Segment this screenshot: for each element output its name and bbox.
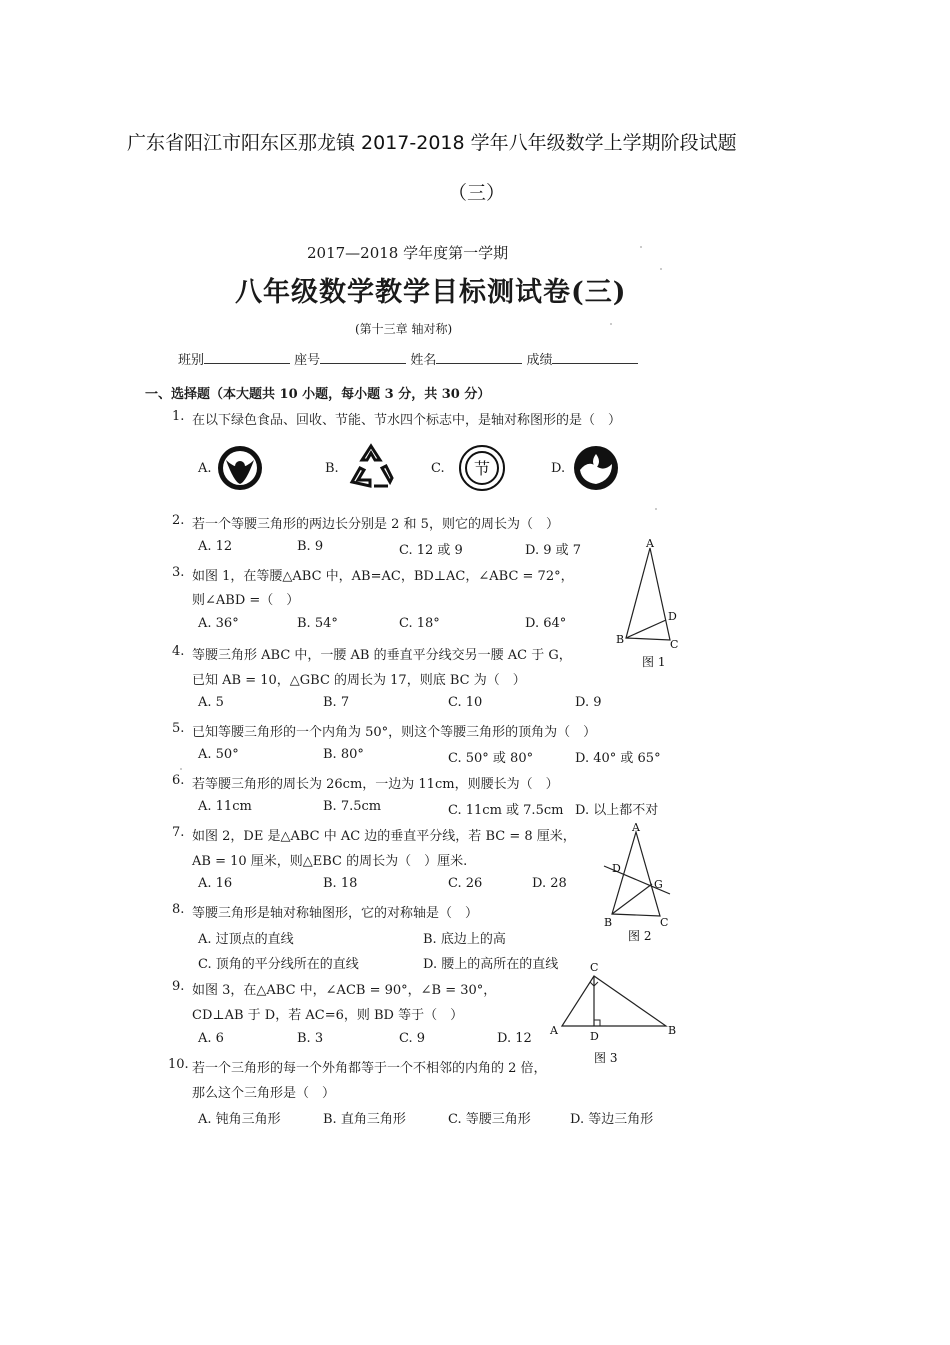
option-label: B. (325, 461, 339, 476)
option: C. 10 (448, 695, 483, 710)
option: A. 过顶点的直线 (198, 932, 294, 947)
option: D. 12 (497, 1031, 532, 1046)
option: D. 以上都不对 (575, 803, 659, 818)
question-text: CD⊥AB 于 D，若 AC=6，则 BD 等于（ ） (192, 1008, 464, 1023)
recycle-logo-icon (346, 442, 396, 492)
fig2-caption: 图 2 (628, 929, 652, 943)
document-title: 广东省阳江市阳东区那龙镇 2017-2018 学年八年级数学上学期阶段试题 (127, 132, 737, 154)
option: A. 12 (198, 539, 233, 554)
question-number: 8. (172, 902, 185, 917)
section-heading: 一、选择题（本大题共 10 小题，每小题 3 分，共 30 分） (145, 387, 491, 402)
option: C. 26 (448, 876, 483, 891)
question-number: 9. (172, 979, 185, 994)
question-text: 若等腰三角形的周长为 26cm，一边为 11cm，则腰长为（ ） (192, 777, 559, 792)
question-text: 如图 1，在等腰△ABC 中，AB=AC，BD⊥AC，∠ABC = 72°， (192, 569, 574, 584)
field-label-score: 成绩 (526, 353, 553, 368)
option: C. 50° 或 80° (448, 751, 534, 766)
question-number: 2. (172, 513, 185, 528)
question-number: 10. (168, 1057, 189, 1072)
option: D. 28 (532, 876, 567, 891)
fig3-caption: 图 3 (594, 1051, 618, 1065)
question-text: 等腰三角形是轴对称轴图形，它的对称轴是（ ） (192, 906, 479, 921)
question-text: 已知 AB = 10，△GBC 的周长为 17，则底 BC 为（ ） (192, 673, 526, 688)
question-number: 4. (172, 644, 185, 659)
field-label-seat: 座号 (294, 353, 321, 368)
fig1-label-a: A (646, 538, 654, 550)
question-text: 在以下绿色食品、回收、节能、节水四个标志中，是轴对称图形的是（ ） (192, 413, 622, 428)
option-label: D. (551, 461, 566, 476)
exam-title: 八年级数学教学目标测试卷(三) (235, 277, 627, 308)
fig3-label-d: D (590, 1030, 599, 1043)
question-text: 已知等腰三角形的一个内角为 50°，则这个等腰三角形的顶角为（ ） (192, 725, 597, 740)
option: B. 直角三角形 (323, 1112, 406, 1127)
option: B. 底边上的高 (423, 932, 506, 947)
figure-2 (600, 822, 676, 944)
option: B. 7.5cm (323, 799, 382, 814)
question-text: 若一个三角形的每一个外角都等于一个不相邻的内角的 2 倍， (192, 1061, 547, 1076)
option: C. 9 (399, 1031, 426, 1046)
option: B. 9 (297, 539, 324, 554)
fig3-label-a: A (550, 1024, 558, 1037)
question-number: 6. (172, 773, 185, 788)
option: B. 80° (323, 747, 364, 762)
fig2-label-g: G (654, 878, 663, 891)
question-number: 7. (172, 825, 185, 840)
fig1-label-b: B (616, 633, 625, 646)
option: A. 16 (198, 876, 233, 891)
question-number: 3. (172, 565, 185, 580)
seat-blank[interactable] (320, 351, 406, 364)
option: B. 7 (323, 695, 350, 710)
option: A. 50° (198, 747, 239, 762)
exam-scan (140, 228, 700, 1138)
exam-chapter: (第十三章 轴对称) (355, 322, 453, 336)
question-number: 5. (172, 721, 185, 736)
figure-3 (548, 958, 678, 1070)
fig1-caption: 图 1 (642, 655, 666, 668)
green-food-logo-icon (216, 444, 264, 492)
option-label: C. (431, 461, 445, 476)
exam-term: 2017—2018 学年度第一学期 (307, 244, 509, 262)
class-blank[interactable] (204, 351, 290, 364)
option: A. 6 (198, 1031, 224, 1046)
question-text: 则∠ABD =（ ） (192, 593, 300, 608)
question-text: AB = 10 厘米，则△EBC 的周长为（ ）厘米. (192, 854, 468, 869)
fig3-label-c: C (590, 961, 599, 974)
water-saving-logo-icon (572, 444, 620, 492)
option: C. 等腰三角形 (448, 1112, 531, 1127)
option: A. 钝角三角形 (198, 1112, 281, 1127)
option-label: A. (198, 461, 212, 476)
fig1-label-d: D (668, 610, 677, 623)
option: D. 9 或 7 (525, 543, 582, 558)
option: A. 5 (198, 695, 224, 710)
option: D. 9 (575, 695, 602, 710)
option: B. 3 (297, 1031, 324, 1046)
option: D. 等边三角形 (570, 1112, 654, 1127)
question-text: 那么这个三角形是（ ） (192, 1086, 336, 1101)
field-label-class: 班别 (178, 353, 205, 368)
document-title-line2: （三） (448, 182, 506, 204)
question-number: 1. (172, 409, 185, 424)
option: A. 11cm (198, 799, 252, 814)
question-text: 如图 2，DE 是△ABC 中 AC 边的垂直平分线，若 BC = 8 厘米， (192, 829, 576, 844)
question-text: 如图 3，在△ABC 中，∠ACB = 90°，∠B = 30°， (192, 983, 497, 998)
score-blank[interactable] (552, 351, 638, 364)
fig3-label-b: B (668, 1024, 677, 1037)
fig2-label-b: B (604, 916, 613, 929)
svg-text:节: 节 (473, 459, 491, 478)
question-text: 若一个等腰三角形的两边长分别是 2 和 5，则它的周长为（ ） (192, 517, 559, 532)
option: A. 36° (198, 616, 239, 631)
student-info-row (178, 349, 638, 368)
option: C. 顶角的平分线所在的直线 (198, 957, 359, 972)
option: C. 12 或 9 (399, 543, 463, 558)
option: C. 18° (399, 616, 440, 631)
name-blank[interactable] (436, 351, 522, 364)
option: B. 54° (297, 616, 338, 631)
option: C. 11cm 或 7.5cm (448, 803, 564, 818)
fig1-label-c: C (670, 638, 679, 651)
fig2-label-a: A (632, 822, 640, 834)
question-text: 等腰三角形 ABC 中，一腰 AB 的垂直平分线交另一腰 AC 于 G， (192, 648, 572, 663)
figure-1 (612, 538, 682, 668)
fig2-label-c: C (660, 916, 669, 929)
option: D. 腰上的高所在的直线 (423, 957, 559, 972)
field-label-name: 姓名 (410, 353, 437, 368)
option: D. 64° (525, 616, 567, 631)
fig2-label-d: D (612, 862, 621, 875)
option: B. 18 (323, 876, 358, 891)
energy-saving-logo-icon (458, 444, 506, 492)
option: D. 40° 或 65° (575, 751, 661, 766)
